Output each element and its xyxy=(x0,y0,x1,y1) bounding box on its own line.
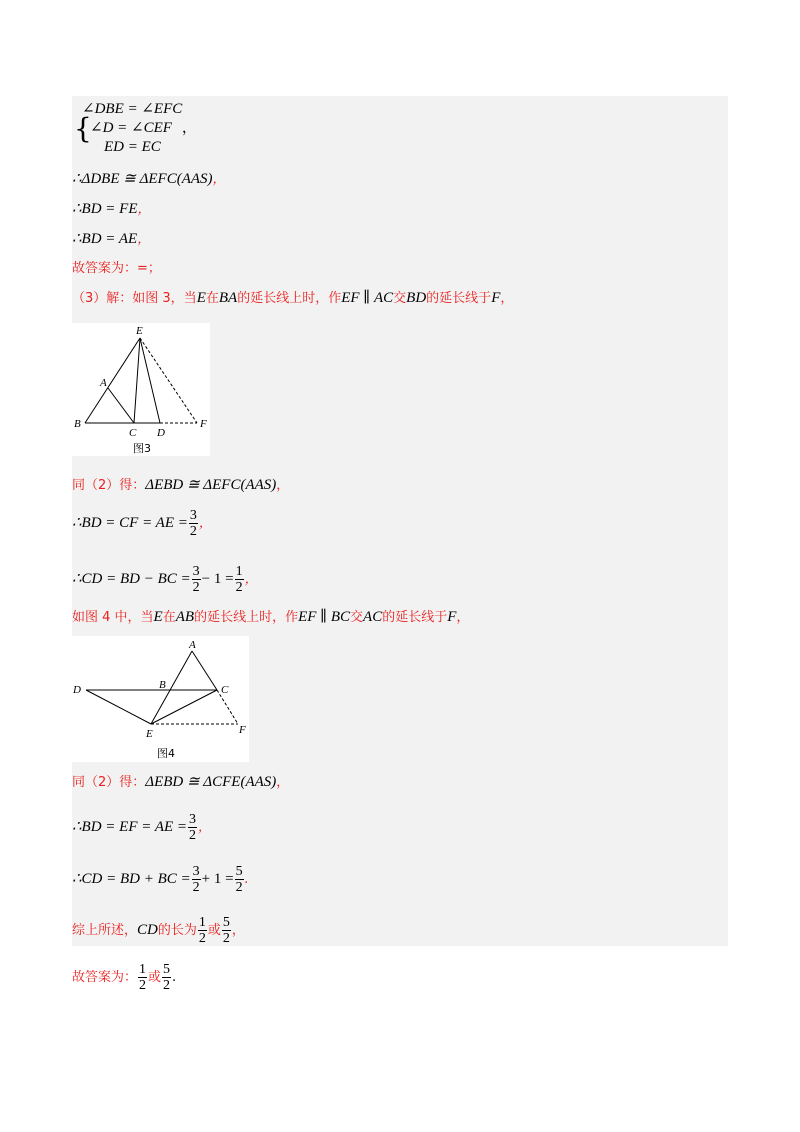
label-b: B xyxy=(159,679,166,691)
segment-de xyxy=(86,690,151,724)
label-a: A xyxy=(189,639,196,651)
label-b: B xyxy=(74,418,81,430)
label-d: D xyxy=(157,427,165,439)
fraction-3-2: $\frac{3}{2}$ xyxy=(192,564,200,595)
label-d: D xyxy=(73,684,81,696)
part3-eq-2: ∴CD = BD − BC = $\frac{3}{2}$ − 1 = $\frac{1}{2}$ ， xyxy=(72,564,258,595)
segment-ed xyxy=(140,338,160,423)
figure-3 xyxy=(72,323,210,456)
system-brace: { xyxy=(74,112,92,145)
segment-ec xyxy=(134,338,140,423)
congruence-step-1: ∴ΔDBE ≅ ΔEFC(AAS)， xyxy=(72,171,226,187)
fraction-3-2: $\frac{3}{2}$ xyxy=(189,508,197,539)
label-f: F xyxy=(200,418,207,430)
part4-same-as-2: 同（2）得：ΔEBD ≅ ΔCFE(AAS)， xyxy=(72,774,290,790)
fraction-5-2: $\frac{5}{2}$ xyxy=(222,915,230,946)
fraction-5-2: $\frac{5}{2}$ xyxy=(235,864,243,895)
fraction-1-2: $\frac{1}{2}$ xyxy=(198,915,206,946)
fraction-1-2: $\frac{1}{2}$ xyxy=(139,962,147,993)
final-answer: 故答案为： $\frac{1}{2}$ 或 $\frac{5}{2}$ . xyxy=(72,962,177,993)
label-e: E xyxy=(136,325,143,337)
system-row-3: ED = EC xyxy=(104,139,161,155)
figure-4 xyxy=(72,636,249,762)
system-row-1: ∠DBE = ∠EFC xyxy=(82,101,183,117)
label-c: C xyxy=(129,427,137,439)
answer-part-2: 故答案为：=； xyxy=(72,261,161,276)
label-c: C xyxy=(221,684,229,696)
label-e: E xyxy=(146,728,153,740)
part3-intro: （3）解：如图 3，当E在BA的延长线上时，作EF ∥ AC交BD的延长线于F， xyxy=(72,290,514,306)
part4-intro: 如图 4 中，当E在AB的延长线上时，作EF ∥ BC交AC的延长线于F， xyxy=(72,609,470,625)
part3-same-as-2: 同（2）得：ΔEBD ≅ ΔEFC(AAS)， xyxy=(72,477,290,493)
segment-be xyxy=(85,338,140,423)
segment-ac xyxy=(192,651,217,690)
summary-line: 综上所述，CD的长为 $\frac{1}{2}$ 或 $\frac{5}{2}$ ， xyxy=(72,915,245,946)
figure-3-caption: 图3 xyxy=(133,442,151,455)
label-f: F xyxy=(239,724,246,736)
bd-equals-fe: ∴BD = FE， xyxy=(72,201,151,217)
part4-eq-2: ∴CD = BD + BC = $\frac{3}{2}$ + 1 = $\frac{5}{2}$ . xyxy=(72,864,249,895)
fraction-3-2: $\frac{3}{2}$ xyxy=(192,864,200,895)
figure-4-caption: 图4 xyxy=(157,747,175,760)
bd-equals-ae: ∴BD = AE， xyxy=(72,231,151,247)
part3-eq-1: ∴BD = CF = AE = $\frac{3}{2}$ ， xyxy=(72,508,212,539)
part4-eq-1: ∴BD = EF = AE = $\frac{3}{2}$ ， xyxy=(72,812,212,843)
fraction-3-2: $\frac{3}{2}$ xyxy=(189,812,197,843)
segment-ac xyxy=(108,388,134,423)
segment-ef-dashed xyxy=(140,338,197,423)
label-a: A xyxy=(100,377,107,389)
fraction-5-2: $\frac{5}{2}$ xyxy=(163,962,171,993)
system-row-2: ∠D = ∠CEF ， xyxy=(90,120,197,136)
fraction-1-2: $\frac{1}{2}$ xyxy=(235,564,243,595)
